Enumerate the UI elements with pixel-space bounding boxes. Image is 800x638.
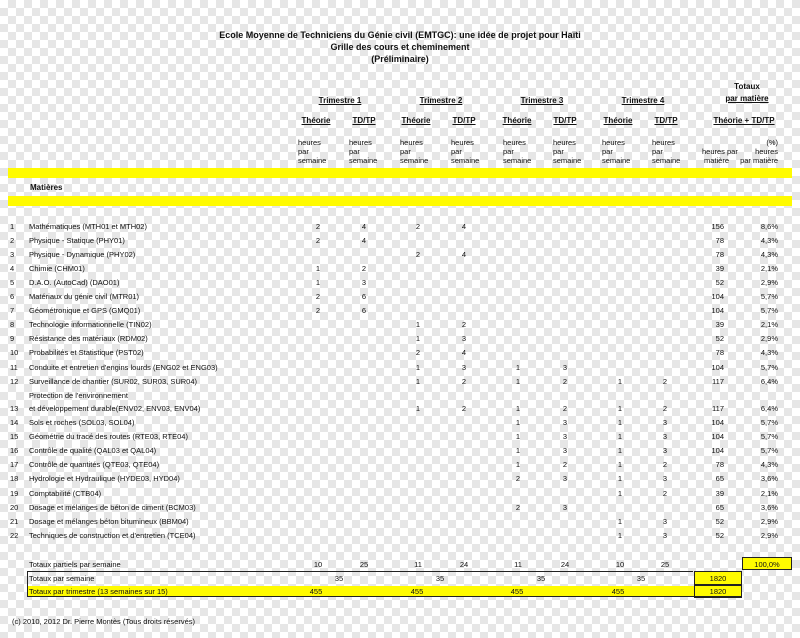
row-number: 5 xyxy=(10,278,15,287)
document-subtitle: Grille des cours et cheminement xyxy=(330,42,470,52)
trimester-4-heading: Trimestre 4 xyxy=(621,96,665,105)
course-total-hours: 39 xyxy=(715,320,724,329)
course-total-pct: 6,4% xyxy=(760,404,778,413)
course-total-pct: 4,3% xyxy=(760,250,778,259)
course-total-pct: 5,7% xyxy=(760,446,778,455)
hours-cell: 1 xyxy=(515,460,521,469)
course-total-hours: 104 xyxy=(711,446,724,455)
row-number: 21 xyxy=(10,517,19,526)
t3-theorie-unit-l2: par xyxy=(503,147,514,156)
course-total-pct: 2,9% xyxy=(760,278,778,287)
hours-cell: 4 xyxy=(461,348,467,357)
hours-cell: 1 xyxy=(617,460,623,469)
row-number: 22 xyxy=(10,531,19,540)
course-total-pct: 8,6% xyxy=(760,222,778,231)
course-total-hours: 78 xyxy=(715,236,724,245)
hours-cell: 1 xyxy=(515,404,521,413)
totals-unit-l2: matière xyxy=(704,156,730,165)
course-total-hours: 104 xyxy=(711,418,724,427)
highlight-band-bottom xyxy=(8,196,792,206)
t3-tdtp-unit-l3: semaine xyxy=(553,156,582,165)
partial-total-cell: 25 xyxy=(359,560,369,569)
partial-total-cell: 10 xyxy=(615,560,625,569)
hours-cell: 2 xyxy=(662,460,668,469)
hours-cell: 2 xyxy=(562,404,568,413)
hours-cell: 1 xyxy=(515,432,521,441)
course-name: Conduite et entretien d'engins lourds (ENG02 et ENG03) xyxy=(29,363,218,372)
hours-cell: 6 xyxy=(361,306,367,315)
hours-cell: 3 xyxy=(461,363,467,372)
t4-tdtp-unit-l2: par xyxy=(652,147,663,156)
course-name: Matériaux du génie civil (MTR01) xyxy=(29,292,140,301)
course-name: Contrôle de qualité (QAL03 et QAL04) xyxy=(29,446,157,455)
course-name: Probabilités et Statistique (PST02) xyxy=(29,348,144,357)
hours-cell: 4 xyxy=(461,250,467,259)
trimester-2-heading: Trimestre 2 xyxy=(419,96,463,105)
totals-trimestre-total: 1820 xyxy=(709,587,727,596)
course-total-pct: 2,9% xyxy=(760,531,778,540)
hours-cell: 3 xyxy=(562,474,568,483)
course-total-hours: 117 xyxy=(712,404,724,413)
hours-cell: 3 xyxy=(662,517,668,526)
course-total-pct: 5,7% xyxy=(760,363,778,372)
t2-tdtp-heading: TD/TP xyxy=(452,116,476,125)
hours-cell: 1 xyxy=(415,363,421,372)
hours-cell: 2 xyxy=(515,503,521,512)
row-number: 8 xyxy=(10,320,15,329)
hours-cell: 1 xyxy=(415,377,421,386)
hours-cell: 2 xyxy=(515,474,521,483)
course-total-pct: 5,7% xyxy=(760,292,778,301)
hours-cell: 1 xyxy=(617,489,623,498)
hours-cell: 2 xyxy=(562,460,568,469)
trimester-total-cell: 455 xyxy=(510,587,524,596)
t1-theorie-unit-l1: heures xyxy=(298,138,321,147)
trimester-total-cell: 455 xyxy=(309,587,323,596)
course-total-hours: 117 xyxy=(712,377,724,386)
hours-cell: 2 xyxy=(662,377,668,386)
pct-unit-l1: heures xyxy=(755,147,778,156)
t3-tdtp-unit-l1: heures xyxy=(553,138,576,147)
t4-theorie-unit-l3: semaine xyxy=(602,156,631,165)
hours-cell: 3 xyxy=(461,334,467,343)
hours-cell: 3 xyxy=(662,432,668,441)
t1-tdtp-unit-l2: par xyxy=(349,147,360,156)
weekly-total-cell: 35 xyxy=(334,574,344,583)
trimester-3-heading: Trimestre 3 xyxy=(520,96,564,105)
t1-tdtp-unit-l3: semaine xyxy=(349,156,378,165)
row-number: 19 xyxy=(10,489,19,498)
course-name: Mathématiques (MTH01 et MTH02) xyxy=(29,222,147,231)
row-number: 4 xyxy=(10,264,15,273)
row-number: 1 xyxy=(10,222,15,231)
partial-total-cell: 11 xyxy=(514,560,522,569)
t1-tdtp-unit-l1: heures xyxy=(349,138,372,147)
hours-cell: 1 xyxy=(415,334,421,343)
totals-heading: Totaux xyxy=(734,82,760,91)
row-number: 14 xyxy=(10,418,19,427)
course-name: Géométrie du tracé des routes (RTE03, RTE04) xyxy=(29,432,188,441)
hours-cell: 1 xyxy=(315,278,321,287)
hours-cell: 3 xyxy=(562,363,568,372)
course-total-hours: 104 xyxy=(711,306,724,315)
t3-tdtp-heading: TD/TP xyxy=(553,116,577,125)
t2-tdtp-unit-l3: semaine xyxy=(451,156,480,165)
course-name: Hydrologie et Hydraulique (HYDE03, HYD04) xyxy=(29,474,180,483)
course-name: Géométronique et GPS (GMQ01) xyxy=(29,306,141,315)
course-name: Sols et roches (SOL03, SOL04) xyxy=(29,418,135,427)
hours-cell: 2 xyxy=(461,377,467,386)
course-name: Chimie (CHM01) xyxy=(29,264,85,273)
course-total-pct: 5,7% xyxy=(760,306,778,315)
hours-cell: 1 xyxy=(617,432,623,441)
hours-cell: 1 xyxy=(315,264,321,273)
course-total-hours: 52 xyxy=(715,278,724,287)
t2-theorie-unit-l1: heures xyxy=(400,138,423,147)
hours-cell: 1 xyxy=(617,404,623,413)
course-name: Techniques de construction et d'entretien (TCE04) xyxy=(29,531,196,540)
hours-cell: 3 xyxy=(662,474,668,483)
row-number: 3 xyxy=(10,250,15,259)
t4-theorie-unit-l1: heures xyxy=(602,138,625,147)
hours-cell: 3 xyxy=(662,531,668,540)
hours-cell: 2 xyxy=(562,377,568,386)
course-total-pct: 4,3% xyxy=(760,348,778,357)
trimester-total-cell: 455 xyxy=(410,587,424,596)
course-total-pct: 4,3% xyxy=(760,460,778,469)
row-number: 16 xyxy=(10,446,19,455)
t4-tdtp-unit-l1: heures xyxy=(652,138,675,147)
hours-cell: 2 xyxy=(662,489,668,498)
hours-cell: 3 xyxy=(662,418,668,427)
hours-cell: 2 xyxy=(315,306,321,315)
hours-cell: 4 xyxy=(361,222,367,231)
document-status: (Préliminaire) xyxy=(371,54,429,64)
partial-total-cell: 25 xyxy=(660,560,670,569)
row-number: 11 xyxy=(10,363,18,372)
partial-total-cell: 10 xyxy=(313,560,323,569)
copyright-footer: (c) 2010, 2012 Dr. Pierre Montès (Tous droits réservés) xyxy=(12,617,195,626)
course-total-hours: 156 xyxy=(711,222,724,231)
course-name: Contrôle de quantités (QTE03, QTE04) xyxy=(29,460,160,469)
course-total-pct: 2,9% xyxy=(760,517,778,526)
row-number: 12 xyxy=(10,377,19,386)
hours-cell: 4 xyxy=(461,222,467,231)
hours-cell: 1 xyxy=(617,531,623,540)
t3-theorie-unit-l1: heures xyxy=(503,138,526,147)
trimester-total-cell: 455 xyxy=(611,587,625,596)
pct-unit-l2: par matière xyxy=(740,156,778,165)
hours-cell: 3 xyxy=(562,418,568,427)
course-total-hours: 39 xyxy=(715,264,724,273)
hours-cell: 1 xyxy=(515,418,521,427)
course-total-hours: 52 xyxy=(715,531,724,540)
t2-tdtp-unit-l1: heures xyxy=(451,138,474,147)
course-total-pct: 2,1% xyxy=(760,320,778,329)
trimester-1-heading: Trimestre 1 xyxy=(318,96,362,105)
t3-theorie-unit-l3: semaine xyxy=(503,156,532,165)
hours-cell: 3 xyxy=(562,446,568,455)
course-total-hours: 65 xyxy=(715,503,724,512)
course-name: Physique - Dynamique (PHY02) xyxy=(29,250,136,259)
totals-pct-value: 100,0% xyxy=(754,560,780,569)
course-total-pct: 5,7% xyxy=(760,432,778,441)
course-total-pct: 3,6% xyxy=(760,503,778,512)
t4-tdtp-heading: TD/TP xyxy=(654,116,678,125)
course-total-hours: 104 xyxy=(711,363,724,372)
hours-cell: 1 xyxy=(515,377,521,386)
totals-semaine-total: 1820 xyxy=(709,574,727,583)
course-total-pct: 3,6% xyxy=(760,474,778,483)
row-number: 17 xyxy=(10,460,19,469)
t1-theorie-unit-l2: par xyxy=(298,147,309,156)
t4-theorie-unit-l2: par xyxy=(602,147,613,156)
t2-theorie-heading: Théorie xyxy=(401,116,431,125)
row-number: 10 xyxy=(10,348,19,357)
hours-cell: 1 xyxy=(617,474,623,483)
course-total-pct: 6,4% xyxy=(760,377,778,386)
course-name-line1: Protection de l'environnement xyxy=(29,391,128,400)
hours-cell: 1 xyxy=(515,363,521,372)
weekly-total-cell: 35 xyxy=(435,574,445,583)
hours-cell: 3 xyxy=(361,278,367,287)
course-total-pct: 4,3% xyxy=(760,236,778,245)
hours-cell: 2 xyxy=(361,264,367,273)
partial-total-cell: 11 xyxy=(414,560,422,569)
row-number: 20 xyxy=(10,503,19,512)
course-name: et développement durable(ENV02, ENV03, ENV04) xyxy=(29,404,201,413)
totals-trimestre-label: Totaux par trimestre (13 semaines sur 15) xyxy=(29,587,168,596)
course-total-hours: 104 xyxy=(711,432,724,441)
t1-theorie-unit-l3: semaine xyxy=(298,156,327,165)
hours-cell: 1 xyxy=(617,446,623,455)
hours-cell: 2 xyxy=(315,236,321,245)
row-number: 18 xyxy=(10,474,19,483)
hours-cell: 1 xyxy=(617,517,623,526)
course-name: Surveillance de chantier (SUR02, SUR03, SUR04) xyxy=(29,377,197,386)
hours-cell: 2 xyxy=(415,348,421,357)
course-name: Physique - Statique (PHY01) xyxy=(29,236,125,245)
course-total-pct: 5,7% xyxy=(760,418,778,427)
course-total-pct: 2,1% xyxy=(760,489,778,498)
course-total-pct: 2,1% xyxy=(760,264,778,273)
hours-cell: 3 xyxy=(562,432,568,441)
course-name: Dosage et mélanges de béton de ciment (BCM03) xyxy=(29,503,196,512)
course-total-hours: 78 xyxy=(715,348,724,357)
hours-cell: 2 xyxy=(315,222,321,231)
course-total-hours: 52 xyxy=(715,517,724,526)
course-name: Résistance des matériaux (RDM02) xyxy=(29,334,148,343)
hours-cell: 3 xyxy=(562,503,568,512)
hours-cell: 2 xyxy=(461,404,467,413)
hours-cell: 1 xyxy=(515,446,521,455)
highlight-band-top xyxy=(8,168,792,178)
partial-total-cell: 24 xyxy=(560,560,570,569)
row-number: 9 xyxy=(10,334,15,343)
course-total-hours: 78 xyxy=(715,250,724,259)
totals-unit-l1: heures par xyxy=(702,147,738,156)
hours-cell: 1 xyxy=(415,320,421,329)
hours-cell: 6 xyxy=(361,292,367,301)
totals-theorie-tdtp-heading: Théorie + TD/TP xyxy=(713,116,775,125)
document-title: Ecole Moyenne de Techniciens du Génie civil (EMTGC): une idée de projet pour Haïti xyxy=(219,30,581,40)
course-name: D.A.O. (AutoCad) (DAO01) xyxy=(29,278,120,287)
totals-semaine-label: Totaux par semaine xyxy=(29,574,95,583)
hours-cell: 3 xyxy=(662,446,668,455)
course-total-pct: 2,9% xyxy=(760,334,778,343)
totals-rule-top xyxy=(27,571,693,572)
t1-tdtp-heading: TD/TP xyxy=(352,116,376,125)
t3-theorie-heading: Théorie xyxy=(502,116,532,125)
t2-tdtp-unit-l2: par xyxy=(451,147,462,156)
totals-partiels-label: Totaux partiels par semaine xyxy=(29,560,121,569)
row-number: 7 xyxy=(10,306,15,315)
totals-subheading: par matière xyxy=(725,94,769,103)
row-number: 13 xyxy=(10,404,19,413)
course-total-hours: 78 xyxy=(715,460,724,469)
totals-rule-bottom xyxy=(27,596,742,597)
hours-cell: 1 xyxy=(415,404,421,413)
course-total-hours: 39 xyxy=(715,489,724,498)
section-label-matieres: Matières xyxy=(30,183,63,192)
t2-theorie-unit-l3: semaine xyxy=(400,156,429,165)
hours-cell: 1 xyxy=(617,377,623,386)
hours-cell: 4 xyxy=(361,236,367,245)
course-total-hours: 52 xyxy=(715,334,724,343)
hours-cell: 2 xyxy=(415,250,421,259)
pct-heading: (%) xyxy=(766,138,778,147)
t1-theorie-heading: Théorie xyxy=(301,116,331,125)
partial-total-cell: 24 xyxy=(459,560,469,569)
course-total-hours: 104 xyxy=(711,292,724,301)
t4-tdtp-unit-l3: semaine xyxy=(652,156,681,165)
course-name: Dosage et mélanges béton bitumineux (BBM04) xyxy=(29,517,189,526)
course-name: Technologie informationnelle (TIN02) xyxy=(29,320,152,329)
row-number: 2 xyxy=(10,236,15,245)
weekly-total-cell: 35 xyxy=(636,574,646,583)
hours-cell: 1 xyxy=(617,418,623,427)
course-name: Comptabilité (CTB04) xyxy=(29,489,102,498)
course-total-hours: 65 xyxy=(715,474,724,483)
row-number: 6 xyxy=(10,292,15,301)
hours-cell: 2 xyxy=(662,404,668,413)
t4-theorie-heading: Théorie xyxy=(603,116,633,125)
hours-cell: 2 xyxy=(415,222,421,231)
weekly-total-cell: 35 xyxy=(536,574,546,583)
hours-cell: 2 xyxy=(315,292,321,301)
t2-theorie-unit-l2: par xyxy=(400,147,411,156)
hours-cell: 2 xyxy=(461,320,467,329)
t3-tdtp-unit-l2: par xyxy=(553,147,564,156)
row-number: 15 xyxy=(10,432,19,441)
